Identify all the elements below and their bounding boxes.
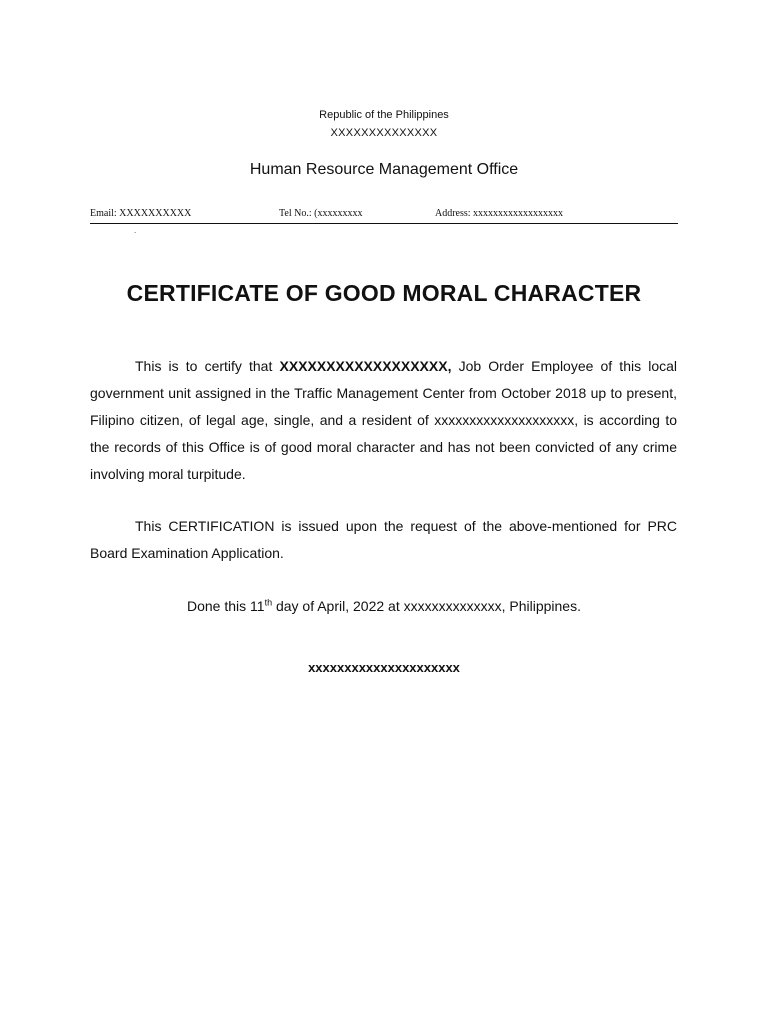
- p1-intro: This is to certify that: [135, 358, 280, 374]
- issue-date-line: [0, 593, 768, 620]
- stray-dot: .: [134, 226, 137, 235]
- certification-paragraph: [90, 353, 677, 488]
- office-name: Human Resource Management Office: [249, 161, 519, 178]
- p1-rest: Job Order Employee of this local government unit assigned in the Traffic Management Center from October 2018 up to present, Filipino citizen, of legal age, single, and a resident of xxxxxxxxxxxxxxxxxxxx, is according to the records of this Office is of good moral character and has not been convicted of any crime involving moral turpitude.: [90, 358, 677, 482]
- done-ordinal: th: [264, 597, 273, 608]
- employee-name: XXXXXXXXXXXXXXXXXX,: [279, 358, 452, 374]
- header-rule: [90, 223, 678, 224]
- contact-tel: Tel No.: (xxxxxxxxx: [279, 208, 363, 219]
- done-suffix: day of April, 2022 at xxxxxxxxxxxxxx, Philippines.: [272, 598, 581, 614]
- contact-address: Address: xxxxxxxxxxxxxxxxxx: [435, 208, 564, 219]
- country-line: Republic of the Philippines: [319, 109, 449, 121]
- document-title: CERTIFICATE OF GOOD MORAL CHARACTER: [126, 280, 642, 306]
- contact-line: [90, 208, 678, 222]
- signatory-name: xxxxxxxxxxxxxxxxxxxxx: [308, 660, 460, 675]
- province-line: XXXXXXXXXXXXXX: [330, 127, 438, 139]
- purpose-paragraph: This CERTIFICATION is issued upon the request of the above-mentioned for PRC Board Examination Application.: [90, 518, 677, 561]
- contact-email: Email: XXXXXXXXXX: [90, 208, 192, 219]
- done-prefix: Done this 11: [186, 598, 265, 614]
